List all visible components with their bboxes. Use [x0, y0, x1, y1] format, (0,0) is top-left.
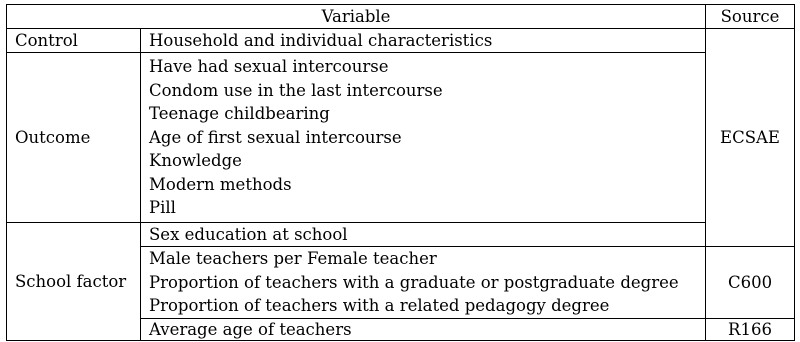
school-factor-row-sex-education	[7, 223, 795, 247]
outcome-variable: Modern methods	[149, 174, 292, 194]
control-row	[7, 29, 795, 53]
school-factor-category: School factor	[7, 223, 141, 341]
source-c600: C600	[706, 247, 795, 319]
variable-header: Variable	[7, 5, 706, 29]
school-factor-variables	[141, 247, 706, 319]
control-category: Control	[7, 29, 141, 53]
outcome-variables	[141, 53, 706, 223]
outcome-category: Outcome	[7, 53, 141, 223]
outcome-variable: Condom use in the last intercourse	[149, 80, 443, 100]
outcome-variable: Age of first sexual intercourse	[149, 127, 402, 147]
outcome-variable: Knowledge	[149, 151, 242, 171]
school-factor-variable: Sex education at school	[141, 223, 706, 247]
variables-table	[6, 4, 795, 341]
school-factor-variable: Proportion of teachers with a related pedagogy degree	[149, 296, 610, 316]
school-factor-variable: Average age of teachers	[141, 319, 706, 341]
outcome-variable: Pill	[149, 198, 176, 218]
control-variable: Household and individual characteristics	[141, 29, 706, 53]
school-factor-variable: Proportion of teachers with a graduate or postgraduate degree	[149, 272, 679, 292]
source-r166: R166	[706, 319, 795, 341]
source-header: Source	[706, 5, 795, 29]
outcome-variable: Have had sexual intercourse	[149, 57, 389, 77]
outcome-variable: Teenage childbearing	[149, 104, 330, 124]
school-factor-variable: Male teachers per Female teacher	[149, 249, 437, 269]
header-row	[7, 5, 795, 29]
outcome-row	[7, 53, 795, 223]
source-ecsae: ECSAE	[706, 29, 795, 247]
